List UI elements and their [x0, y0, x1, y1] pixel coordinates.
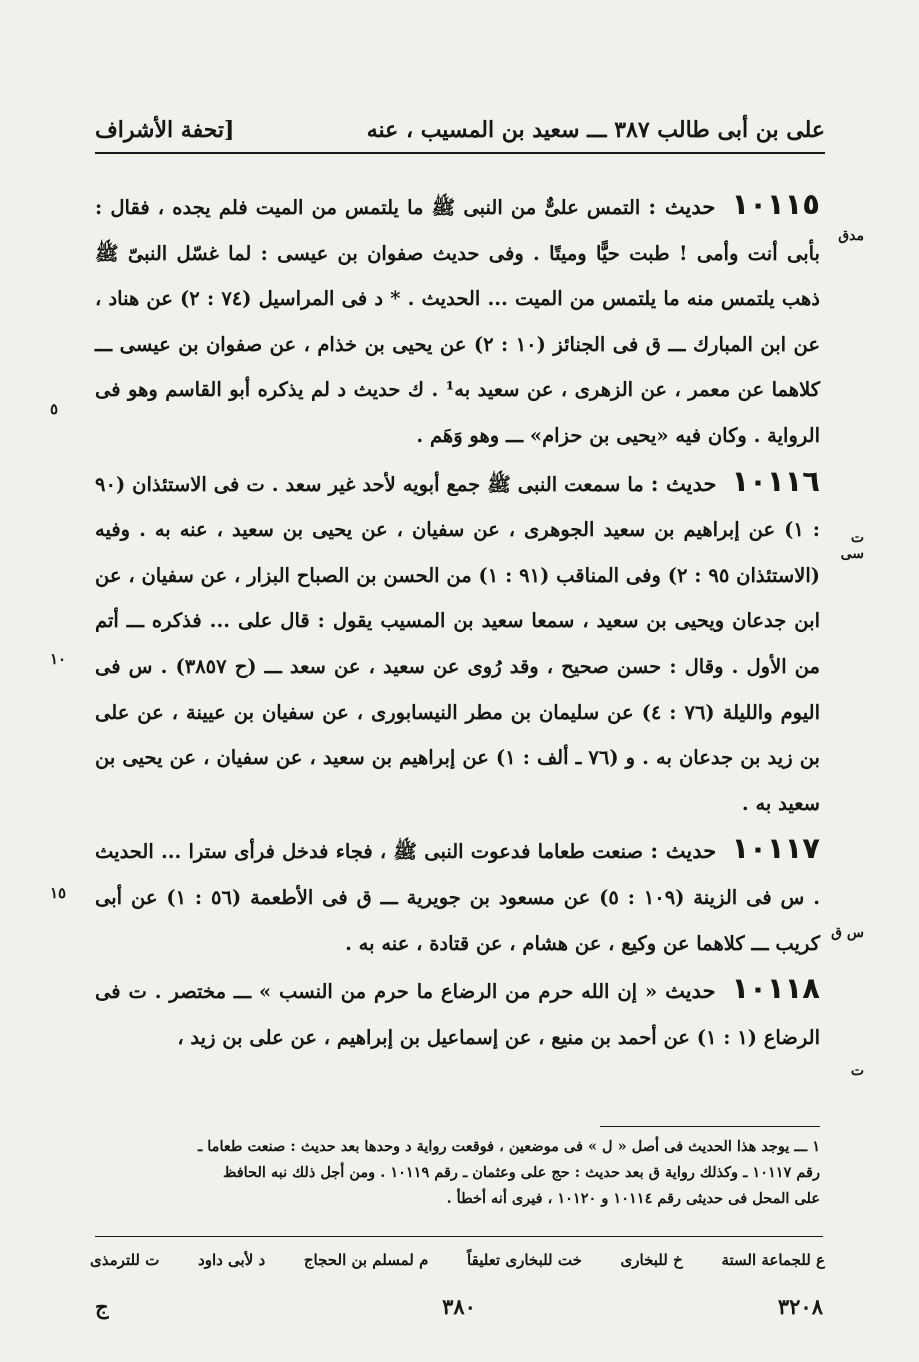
hadith-keyword: حديث : — [648, 194, 716, 219]
volume-mark: ج — [95, 1293, 109, 1319]
hadith-number: ١٠١١٨ — [731, 971, 820, 1006]
footnote-line: على المحل فى حديثى رقم ١٠١١٤ و ١٠١٢٠ ، فيرى أنه أخطأ . — [446, 1190, 820, 1207]
hadith-number: ١٠١١٧ — [731, 831, 820, 866]
hadith-entry — [95, 182, 820, 459]
line-number: ١٠ — [50, 650, 67, 668]
legend-item: د لأبى داود — [198, 1251, 266, 1269]
hadith-entry — [95, 459, 820, 827]
hadith-text: « إن الله حرم من الرضاع ما حرم من النسب » ـــ مختصر . ت فى الرضاع (١ : ١) عن أحمد بن منيع ، عن إسماعيل بن إبراهيم ، عن على بن زيد ، — [95, 980, 820, 1049]
hadith-entry — [95, 826, 820, 966]
footnote-line: رقم ١٠١١٧ ـ وكذلك رواية ق بعد حديث : حج على وعثمان ـ رقم ١٠١١٩ . ومن أجل ذلك نبه الحافظ — [222, 1164, 820, 1181]
hadith-text: التمس علىٌّ من النبى ﷺ ما يلتمس من الميت فلم يجده ، فقال : بأبى أنت وأمى ! طبت حيًّا وميتًا . وفى حديث صفوان بن عيسى : لما غسّل النبىّ ﷺ ذهب يلتمس منه ما يلتمس من الميت ... الحديث . * د فى المراسيل (٧٤ : ٢) عن هناد ، عن ابن المبارك ـــ ق فى الجنائز (١٠ : ٢) عن يحيى بن خذام ، عن صفوان بن عيسى ـــ كلاهما عن معمر ، عن الزهرى ، عن سعيد به¹ . ك حديث د لم يذكره أبو القاسم وهو فى الرواية . وكان فيه «يحيى بن حزام» ـــ وهو وَهَم . — [95, 196, 820, 447]
entries-body — [95, 182, 820, 1060]
header-rule — [95, 152, 825, 154]
footnote-rule — [600, 1126, 820, 1127]
legend-item: م لمسلم بن الحجاج — [303, 1251, 429, 1269]
sigla-legend — [90, 1246, 825, 1274]
margin-sigla: ت — [850, 1063, 864, 1079]
line-number: ٥ — [50, 400, 59, 418]
running-number: ٣٢٠٨ — [777, 1293, 823, 1319]
page-number: ٣٨٠ — [442, 1293, 476, 1319]
hadith-keyword: حديث : — [650, 838, 717, 864]
footnote-line: ١ ـــ يوجد هذا الحديث فى أصل « ل » فى موضعين ، فوقعت رواية د وحدها بعد حديث : صنعت طعاما ـ — [197, 1138, 820, 1155]
legend-item: خت للبخارى تعليقاً — [467, 1251, 582, 1269]
legend-item: ع للجماعة الستة — [721, 1251, 825, 1269]
line-number: ١٥ — [50, 884, 67, 902]
legend-item: ت للترمذى — [90, 1251, 160, 1269]
header-book-title: [تحفة الأشراف — [95, 117, 235, 143]
legend-rule — [95, 1236, 823, 1237]
hadith-keyword: حديث — [665, 978, 716, 1004]
running-header — [95, 108, 825, 152]
hadith-number: ١٠١١٦ — [731, 463, 820, 498]
page-footer — [95, 1288, 823, 1324]
legend-item: خ للبخارى — [620, 1251, 683, 1269]
hadith-keyword: حديث : — [650, 470, 717, 496]
hadith-text: ما سمعت النبى ﷺ جمع أبويه لأحد غير سعد . ت فى الاستئذان (٩٠ : ١) عن إبراهيم بن سعيد الجوهرى ، عن سفيان ، عن يحيى بن سعيد ، عنه به . وفيه (الاستئذان ٩٥ : ٢) وفى المناقب (٩١ : ١) من الحسن بن الصباح البزار ، عن سفيان ، عن ابن جدعان ويحيى بن سعيد ، سمعا سعيد بن المسيب يقول : قال على ... فذكره ـــ أتم من الأول . وقال : حسن صحيح ، وقد رُوى عن سعيد ، عن سعد ـــ (ح ٣٨٥٧) . س فى اليوم والليلة (٧٦ : ٤) عن سليمان بن مطر النيسابورى ، عن سفيان بن عيينة ، عن على بن زيد بن جدعان به . و (٧٦ ـ ألف : ١) عن إبراهيم بن سعيد ، عن سفيان ، عن يحيى بن سعيد به . — [95, 472, 821, 815]
margin-sigla: مدق — [838, 228, 864, 244]
margin-sigla: س ق — [831, 925, 864, 941]
margin-sigla: ت سى — [840, 530, 864, 562]
hadith-text: صنعت طعاما فدعوت النبى ﷺ ، فجاء فدخل فرأى سترا ... الحديث . س فى الزينة (١٠٩ : ٥) عن مسعود بن جويرية ـــ ق فى الأطعمة (٥٦ : ١) عن أبى كريب ـــ كلاهما عن وكيع ، عن هشام ، عن قتادة ، عنه به . — [95, 840, 820, 955]
header-title: على بن أبى طالب ٣٨٧ ـــ سعيد بن المسيب ، عنه — [366, 117, 825, 143]
hadith-number: ١٠١١٥ — [731, 187, 821, 221]
footnote — [95, 1134, 820, 1212]
hadith-entry — [95, 966, 820, 1060]
